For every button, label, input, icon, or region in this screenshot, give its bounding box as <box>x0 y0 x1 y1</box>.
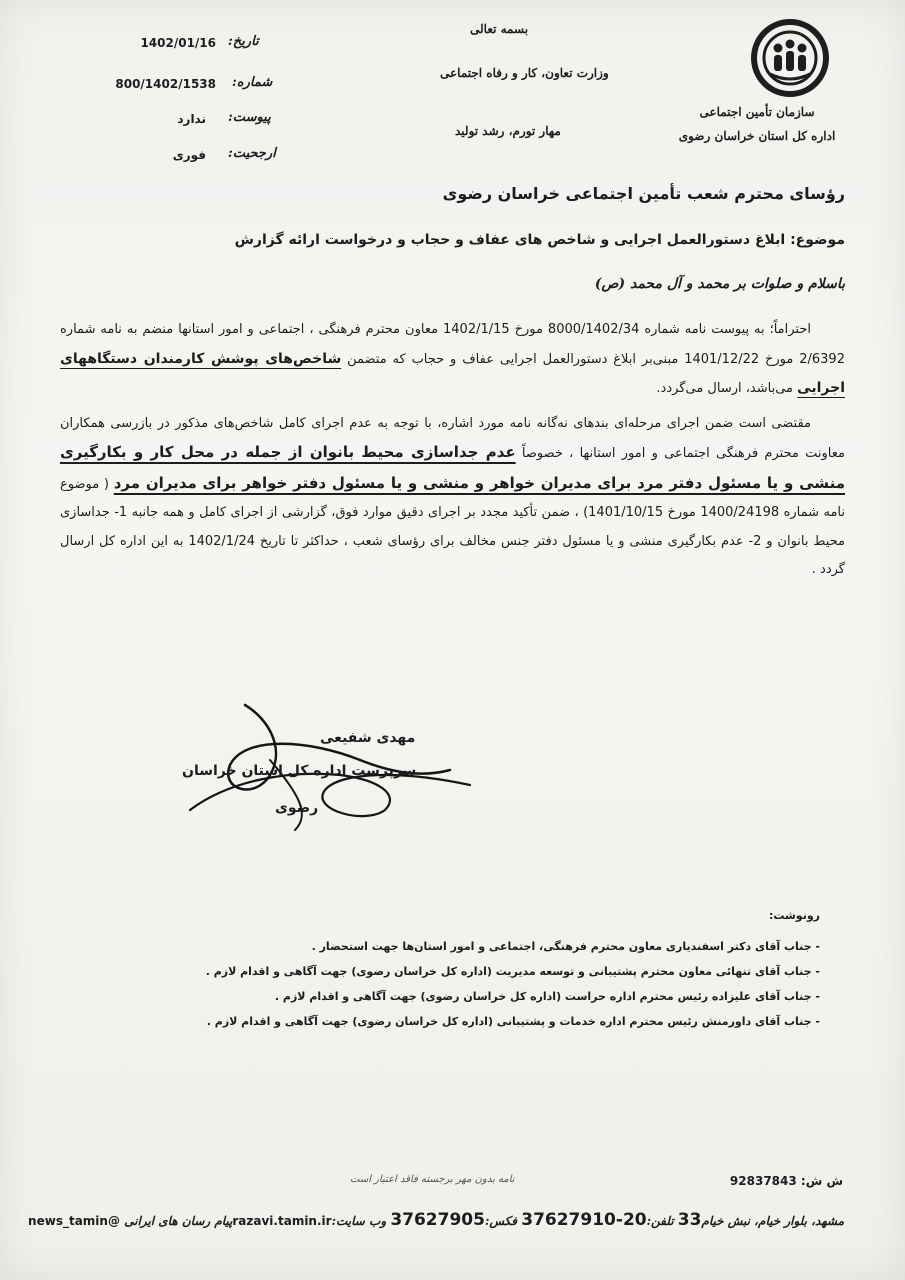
priority-label: ارجحیت: <box>228 146 276 161</box>
year-slogan: مهار تورم، رشد تولید <box>455 124 561 138</box>
priority-value: فوری <box>172 148 206 162</box>
paragraph-1 <box>60 316 845 404</box>
fax-label: فکس: <box>484 1214 518 1228</box>
addressee: رؤسای محترم شعب تأمین اجتماعی خراسان رضوی <box>442 184 845 203</box>
p1-bold: شاخص‌های پوشش کارمندان دستگاههای اجرایی <box>60 350 845 396</box>
cc-item: - جناب آقای تنهائی معاون محترم پشتیبانی و توسعه مدیریت (اداره کل خراسان رضوی) جهت آگاهی و اقدام لازم . <box>205 965 820 978</box>
p2-bold: عدم جداسازی محیط بانوان از جمله در محل کار و بکارگیری منشی و یا مسئول دفتر مرد برای مدیران خواهر و منشی و یا مسئول دفتر خواهر برای مدیران مرد <box>60 443 845 492</box>
tel-value: 20-37627910 <box>521 1210 647 1230</box>
fax-value: 37627905 <box>390 1210 485 1230</box>
website-link[interactable]: razavi.tamin.ir <box>232 1214 332 1228</box>
p2-text-a: مقتضی است ضمن اجرای مرحله‌ای بندهای نه‌گانه نامه مورد اشاره، با توجه به عدم اجرای کامل شاخص‌های مذکور در بازرسی همکاران معاونت محترم فرهنگی اجتماعی و امور استانها ، خصوصاً <box>60 415 845 461</box>
p1-text-b: می‌باشد، ارسال می‌گردد. <box>656 381 794 396</box>
cc-item: - جناب آقای دکتر اسفندیاری معاون محترم فرهنگی، اجتماعی و امور استان‌ها جهت استحضار . <box>311 940 820 953</box>
tracking-label: ش ش: <box>800 1174 843 1188</box>
cc-list <box>180 934 820 1034</box>
attachment-label: پیوست: <box>228 110 271 125</box>
org-unit: اداره کل استان خراسان رضوی <box>678 129 836 143</box>
web-label: وب سایت: <box>331 1214 387 1228</box>
attachment-value: ندارد <box>177 112 206 126</box>
tamin-ejtemaei-logo-icon <box>750 18 830 98</box>
tracking-number <box>730 1174 843 1188</box>
stamp-validity-note: نامه بدون مهر برجسته فاقد اعتبار است <box>350 1174 515 1185</box>
cc-title: رونوشت: <box>768 909 820 922</box>
messenger-handle[interactable]: @news_tamin <box>28 1214 120 1228</box>
tel-label: تلفن: <box>646 1214 674 1228</box>
signatory-name: مهدی شفیعی <box>320 730 416 746</box>
bismillah: بسمه تعالی <box>470 22 529 36</box>
cc-item: - جناب آقای داورمنش رئیس محترم اداره خدمات و پشتیبانی (اداره کل خراسان رضوی) جهت آگاهی و اقدام لازم . <box>206 1015 820 1028</box>
letter-body <box>60 316 845 591</box>
greeting: باسلام و صلوات بر محمد و آل محمد (ص) <box>594 276 845 292</box>
footer-contact <box>28 1210 844 1230</box>
date-value: 1402/01/16 <box>140 36 216 50</box>
number-label: شماره: <box>232 75 273 90</box>
number-value: 800/1402/1538 <box>115 77 216 91</box>
signatory-title: سرپرست اداره کل استان خراسان <box>182 763 417 779</box>
p2-text-b: ( موضوع نامه شماره 1400/24198 مورخ 1401/10/15) ، ضمن تأکید مجدد بر اجرای دقیق موارد فوق، گزارشی از اجرای کامل و همه جانبه 1- جداسازی محیط بانوان و 2- عدم بکارگیری منشی و یا مسئول دفتر جنس مخالف برای رؤسای شعب ، حداکثر تا تاریخ 1402/1/24 به این اداره کل ارسال گردد . <box>60 476 846 577</box>
organization-name <box>667 100 847 148</box>
address-number: 33 <box>677 1210 702 1230</box>
tracking-value: 92837843 <box>729 1174 797 1188</box>
cc-item: - جناب آقای علیزاده رئیس محترم اداره حراست (اداره کل خراسان رضوی) جهت آگاهی و اقدام لازم . <box>274 990 820 1003</box>
messenger-label: پیام رسان های ایرانی <box>124 1214 233 1228</box>
subject-line: موضوع: ابلاغ دستورالعمل اجرایی و شاخص های عفاف و حجاب و درخواست ارائه گزارش <box>234 232 845 248</box>
paragraph-2 <box>60 410 845 585</box>
p1-text-a: احتراماً؛ به پیوست نامه شماره 8000/1402/34 مورخ 1402/1/15 معاون محترم فرهنگی ، اجتماعی و امور استانها منضم به نامه شماره 2/6392 مورخ 1401/12/22 مبنی‌بر ابلاغ دستورالعمل اجرایی عفاف و حجاب که متضمن <box>60 322 845 367</box>
address: مشهد، بلوار خیام، نبش خیام <box>701 1214 844 1228</box>
date-label: تاریخ: <box>228 34 259 49</box>
signatory-title-cont: رضوی <box>275 800 319 816</box>
org-name: سازمان تأمین اجتماعی <box>699 105 815 119</box>
ministry-name: وزارت تعاون، کار و رفاه اجتماعی <box>440 66 609 80</box>
